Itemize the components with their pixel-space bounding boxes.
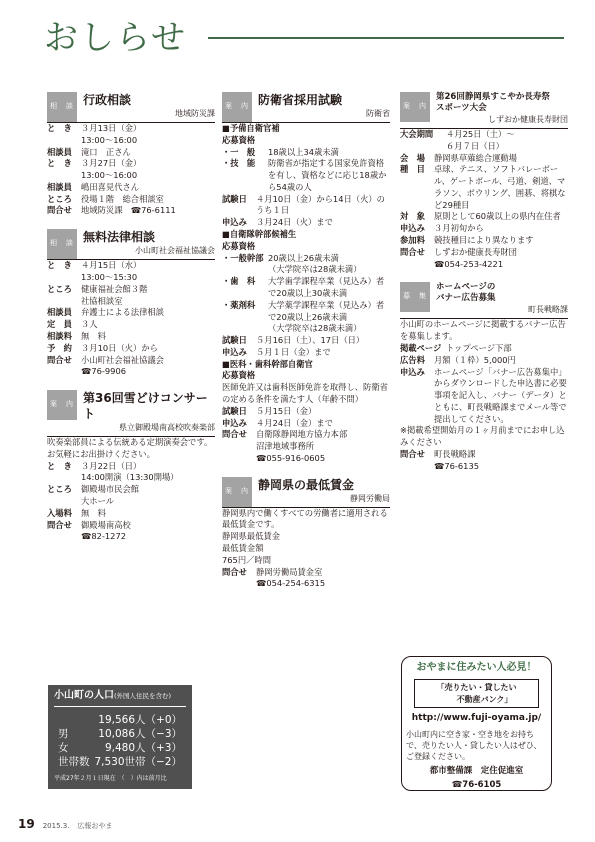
population-label: 世帯数 (58, 756, 90, 769)
ad-bank-name: 「売りたい・貸したい 不動産バンク」 (414, 679, 539, 708)
info-value: ホームページ「バナー広告募集中」からダウンロードした申込書に必要事項を記入し、バナー（データ）とともに、町長戦略課までメール等で提出してください。 (434, 366, 567, 424)
real-estate-bank-ad (401, 656, 552, 791)
info-label: ところ (47, 283, 72, 294)
info-row (47, 194, 215, 206)
info-row (400, 129, 568, 153)
info-row (47, 307, 215, 319)
info-value: しずおか健康長寿財団 ☎054-253-4221 (434, 246, 517, 269)
info-row (47, 508, 215, 520)
info-row (47, 123, 215, 147)
notice-header (47, 92, 215, 123)
notice-text: 吹奏楽部員による伝統ある定期演奏会です。お気軽にお出掛けください。 (47, 437, 213, 459)
info-value: 20歳以上26歳未満 （大学院卒は28歳未満） (268, 252, 362, 275)
page-footer (18, 816, 112, 833)
notice-title: 防衛省採用試験 (258, 93, 343, 107)
info-row (47, 319, 215, 331)
info-row (222, 335, 390, 347)
info-row (222, 406, 390, 418)
info-row (47, 260, 215, 284)
notice-source: 防衛省 (366, 109, 390, 118)
info-value: 健康福祉会館３階 社協相談室 (81, 283, 148, 306)
info-value: 原則として60歳以上の県内在住者 (434, 211, 561, 222)
info-value: 弁護士による法律相談 (81, 307, 164, 318)
info-row (400, 355, 568, 367)
info-label: と き (47, 460, 72, 471)
info-row (222, 347, 390, 359)
info-label: 予 約 (47, 342, 72, 353)
info-value: ３月24日（火）まで (256, 217, 333, 228)
ad-contact-dept: 都市整備課 定住促進室 (429, 765, 524, 776)
column-right (400, 92, 568, 485)
info-row (400, 449, 568, 473)
section-heading: ■医科・歯科幹部自衛官 (222, 358, 313, 369)
notice-box (47, 229, 215, 378)
section-heading: 応募資格 (222, 134, 256, 145)
info-row (222, 276, 390, 300)
notice-header (222, 92, 390, 123)
info-value: 無 料 (81, 507, 106, 518)
info-row (400, 235, 568, 247)
population-row (54, 727, 186, 741)
info-row (47, 182, 215, 194)
population-label: 女 (58, 742, 69, 755)
info-row (222, 147, 390, 159)
info-row (222, 158, 390, 193)
notice-source: 小山町社会福祉協議会 (135, 246, 215, 256)
info-label: 対 象 (400, 211, 425, 222)
info-row (222, 567, 390, 591)
info-label: 参加料 (400, 235, 425, 246)
notice-category-tag: 案 内 (47, 390, 77, 420)
info-label: と き (47, 123, 72, 133)
notice-category-tag: 相 談 (47, 92, 77, 122)
section-heading: ■自衛隊幹部候補生 (222, 229, 297, 240)
notice-header (47, 390, 215, 437)
issue-date: 2015.3. (42, 822, 70, 830)
population-row (54, 713, 186, 727)
info-value: 滝口 正さん (81, 146, 131, 157)
notice-note: ※掲載希望開始月の１ヶ月前までにお申し込みください (400, 425, 565, 448)
info-value: ５月16日（土）、17日（日） (256, 335, 365, 346)
notice-source: しずおか健康長寿財団 (488, 115, 568, 124)
notice-title: ホームページの バナー広告募集 (436, 282, 496, 304)
info-value: ３月27日（金） 13:00〜16:00 (81, 158, 142, 181)
info-row (47, 484, 215, 508)
info-label: 申込み (400, 366, 425, 377)
info-label: 相談員 (47, 181, 72, 192)
notice-text: 小山町のホームページに掲載するバナー広告を募集します。 (400, 319, 566, 342)
info-row (222, 429, 390, 464)
title-rule (208, 37, 564, 39)
info-label: 相談料 (47, 330, 72, 341)
info-label: 問合せ (400, 246, 425, 257)
info-row (222, 217, 390, 229)
info-label: 問合せ (400, 448, 425, 459)
info-row (222, 253, 390, 277)
info-label: 試験日 (222, 405, 247, 416)
info-label: 問合せ (47, 519, 72, 530)
section-heading: 応募資格 (222, 370, 256, 381)
info-label: と き (47, 260, 72, 271)
info-row (400, 247, 568, 271)
section-heading: ■予備自衛官補 (222, 123, 280, 133)
info-row (47, 205, 215, 217)
ad-body-text: 小山町内に空き家・空き地をお持ちで、売りたい人・貸したい人はぜひ、ご登録ください。 (406, 729, 542, 762)
info-value: ３月13日（金） 13:00〜16:00 (81, 123, 142, 145)
population-row (54, 755, 186, 769)
info-label: ・技 能 (222, 158, 256, 169)
notice-title: 第36回雪どけコンサート (83, 391, 208, 422)
info-row (222, 418, 390, 430)
column-middle (222, 92, 390, 602)
info-value: ４月25日（土）〜 ６月７日（日） (446, 129, 515, 151)
notice-source: 県立御殿場南高校吹奏楽部 (119, 423, 215, 433)
notice-box (400, 92, 568, 270)
info-row (47, 461, 215, 485)
info-row (400, 343, 568, 355)
notice-title: 静岡県の最低賃金 (258, 477, 355, 492)
info-row (47, 331, 215, 343)
population-row (54, 741, 186, 755)
notice-box (47, 390, 215, 543)
section-heading: 応募資格 (222, 240, 256, 251)
notice-source: 地域防災課 (175, 109, 215, 118)
info-label: 掲載ページ (400, 342, 442, 353)
info-label: ところ (47, 193, 72, 204)
info-row (47, 355, 215, 379)
info-row (47, 147, 215, 159)
info-label: 問合せ (47, 205, 72, 216)
population-title: 小山町の人口(外国人住民を含む) (54, 689, 186, 707)
info-row (400, 153, 568, 165)
info-label: 申込み (222, 346, 247, 357)
notice-category-tag: 案 内 (222, 477, 252, 507)
info-value: ５月15日（金） (256, 405, 317, 416)
info-row (47, 343, 215, 355)
info-value: 小山町社会福祉協議会 ☎76-9906 (81, 354, 164, 377)
info-label: 相談員 (47, 146, 72, 157)
info-row (400, 164, 568, 211)
info-value: 自衛隊静岡地方協力本部 沼津地域事務所 ☎055-916-0605 (256, 429, 348, 463)
info-value: 防衛省が指定する国家免許資格を有し、資格などに応じ18歳から54歳の人 (268, 158, 387, 192)
info-label: ・一 般 (222, 146, 256, 157)
notice-header (400, 282, 568, 319)
info-label: 試験日 (222, 335, 247, 346)
page-number: 19 (18, 817, 35, 831)
info-value: 静岡労働局賃金室 ☎054-254-6315 (256, 566, 326, 589)
notice-source: 町長戦略課 (528, 305, 568, 315)
info-value: ３月10日（火）から (81, 342, 158, 353)
notice-header (400, 92, 568, 129)
population-value: 19,566人（+0） (98, 714, 182, 727)
notice-source: 静岡労働局 (350, 493, 390, 503)
info-row (222, 194, 390, 218)
population-value: 10,086人（−3） (98, 728, 182, 741)
population-value: 7,530世帯（−2） (94, 756, 182, 769)
notice-title: 第26回静岡県すこやか長寿祭 スポーツ大会 (436, 92, 550, 113)
info-row (47, 284, 215, 308)
info-label: ・歯 科 (222, 276, 256, 287)
info-label: 広告料 (400, 354, 425, 365)
info-value: ４月15日（水） 13:00〜15:30 (81, 260, 142, 283)
info-value: ３人 (81, 319, 98, 330)
info-label: 相談員 (47, 307, 72, 318)
info-value: ３月初旬から (434, 223, 484, 234)
notice-category-tag: 案 内 (400, 92, 430, 122)
info-value: ４月24日（金）まで (256, 417, 333, 428)
info-value: 静岡県草薙総合運動場 (434, 152, 517, 163)
info-label: ・薬剤科 (222, 299, 256, 310)
notice-text: 医師免許又は歯科医師免許を取得し、防衛省の定める条件を満たす人（年齢不問） (222, 382, 388, 404)
info-value: 町長戦略課 ☎76-6135 (434, 448, 480, 471)
info-value: 御殿場南高校 ☎82-1272 (81, 519, 131, 542)
notice-box (47, 92, 215, 217)
page-title: おしらせ (44, 18, 187, 58)
notice-box (222, 477, 390, 590)
info-label: 問合せ (47, 354, 72, 365)
info-label: と き (47, 158, 72, 169)
population-box (48, 685, 192, 789)
info-value: 嶋田喜見代さん (81, 181, 140, 192)
info-row (400, 223, 568, 235)
notice-header (222, 477, 390, 508)
notice-category-tag: 相 談 (47, 229, 77, 259)
info-label: 種 目 (400, 164, 425, 175)
info-label: 定 員 (47, 319, 72, 330)
info-value: 地域防災課 ☎76-6111 (81, 205, 176, 216)
population-value: 9,480人（+3） (104, 742, 182, 755)
notice-header (47, 229, 215, 260)
ad-contact-phone: ☎76-6105 (451, 779, 502, 790)
info-value: ５月１日（金）まで (256, 346, 331, 357)
notice-category-tag: 案 内 (222, 92, 252, 122)
notice-category-tag: 募 集 (400, 282, 430, 312)
info-value: 競技種目により異なります (434, 235, 534, 246)
info-label: 申込み (222, 417, 247, 428)
notice-box (222, 92, 390, 465)
info-value: 月額（１枠）5,000円 (434, 354, 516, 365)
population-label: 男 (58, 728, 69, 741)
info-label: 問合せ (222, 566, 247, 577)
ad-heading: おやまに住みたい人必見！ (416, 662, 537, 673)
info-label: ・一般幹部 (222, 252, 264, 263)
info-label: 申込み (400, 223, 425, 234)
column-left (47, 92, 215, 555)
publication-name: 広報おやま (77, 822, 113, 830)
info-row (400, 211, 568, 223)
info-label: 申込み (222, 217, 247, 228)
info-label: 試験日 (222, 193, 247, 204)
info-value: 御殿場市民会館 大ホール (81, 484, 140, 506)
info-label: 問合せ (222, 429, 247, 440)
info-label: 大会期間 (400, 129, 434, 139)
info-value: ４月10日（金）から14日（火）のうち１日 (256, 193, 385, 216)
info-label: 入場料 (47, 507, 72, 518)
info-value: 大学歯学課程卒業（見込み）者で20歳以上30歳未満 (268, 276, 385, 298)
notice-text: 静岡県内で働くすべての労働者に適用される最低賃金です。 静岡県最低賃金 最低賃金額 765円／時間 (222, 507, 388, 565)
info-value: トップページ下部 (446, 342, 512, 353)
info-value: 役場１階 総合相談室 (81, 193, 164, 204)
info-value: 無 料 (81, 330, 106, 341)
info-value: 卓球、テニス、ソフトバレーボール、ゲートボール、弓道、剣道、マラソン、ボウリング、囲碁、将棋など29種目 (434, 164, 566, 210)
info-row (47, 158, 215, 182)
info-label: 会 場 (400, 152, 425, 163)
info-row (400, 367, 568, 426)
notice-box (400, 282, 568, 472)
info-row (222, 300, 390, 335)
info-value: 大学薬学課程卒業（見込み）者で20歳以上26歳未満 （大学院卒は28歳未満） (268, 299, 385, 334)
notice-title: 行政相談 (83, 93, 132, 107)
notice-title: 無料法律相談 (83, 230, 156, 245)
info-label: ところ (47, 484, 72, 495)
info-row (47, 520, 215, 544)
ad-url-link[interactable]: http://www.fuji-oyama.jp/ (411, 712, 542, 723)
info-value: ３月22日（日） 14:00開演（13:30開場） (81, 460, 179, 483)
info-value: 18歳以上34歳未満 (268, 146, 339, 157)
population-note: 平成27年２月１日現在 （ ）内は前月比 (54, 775, 167, 783)
